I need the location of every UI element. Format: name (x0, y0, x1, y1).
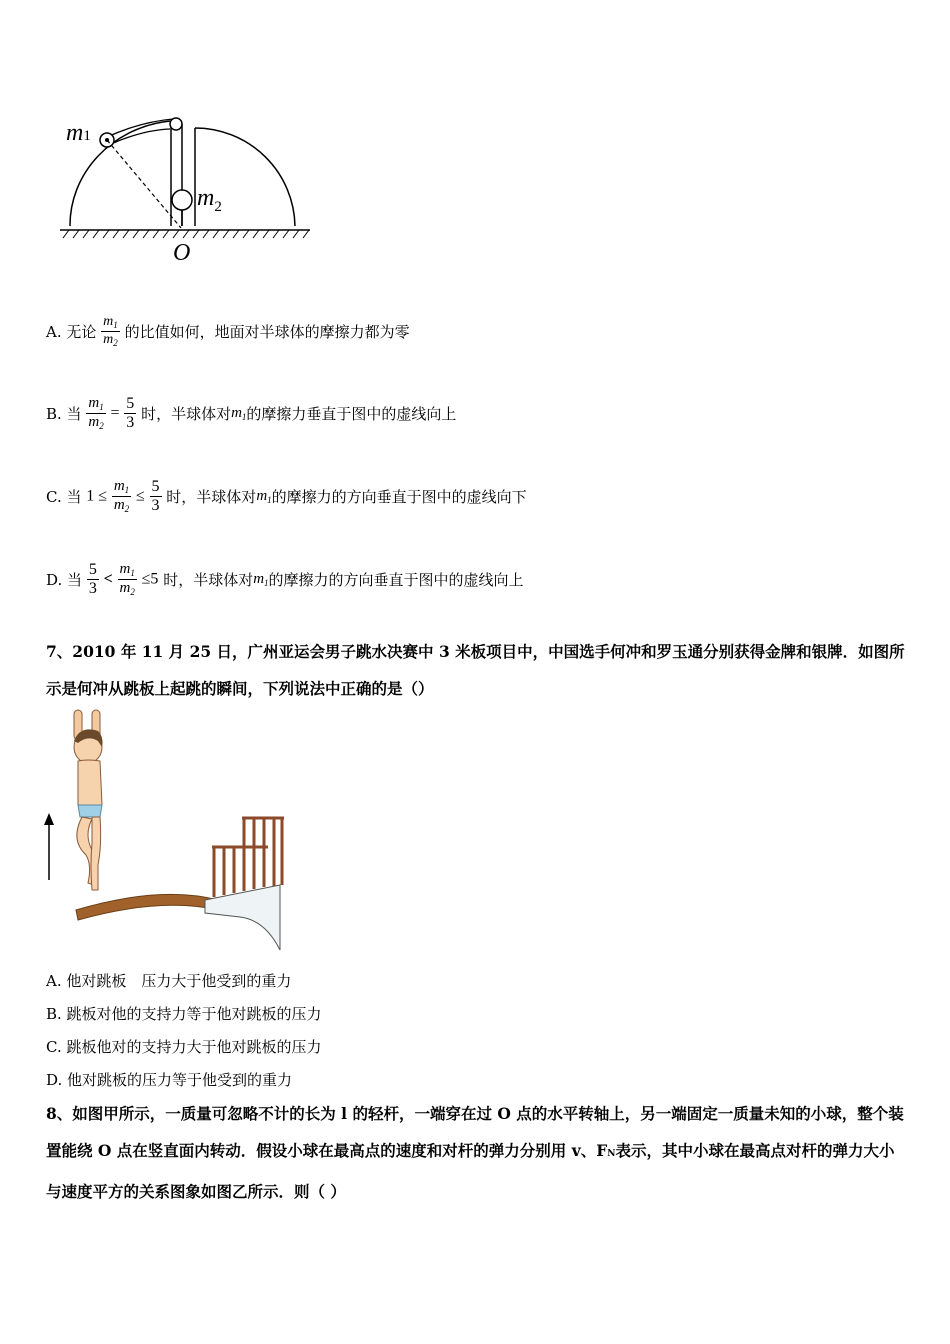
q6c-ratio-den: 3 (151, 496, 160, 514)
q6d-den: m (119, 579, 131, 596)
m1-sub: 1 (83, 128, 91, 144)
q6a-prefix: A. 无论 (46, 322, 97, 341)
q6b-num-sub: 1 (99, 402, 104, 412)
q6b-ratio-den: 3 (126, 413, 135, 431)
m2-var: m (197, 185, 215, 211)
q6c-ratio-num: 5 (151, 478, 160, 496)
q6b-var-m: m (231, 404, 242, 421)
q6b-mid: 时，半球体对 (141, 404, 232, 423)
q6d-mid: 时，半球体对 (163, 570, 254, 589)
q6b-var (231, 405, 246, 421)
q6c-fraction (112, 478, 131, 515)
m1-var: m (66, 120, 84, 146)
diver-figure (40, 705, 290, 955)
q6c-den: m (113, 496, 125, 513)
q7-option-a: A. 他对跳板 压力大于他受到的重力 (46, 972, 292, 990)
q6b-fraction (86, 395, 105, 432)
q6-option-a (46, 314, 410, 349)
q6d-suffix: 的摩擦力的方向垂直于图中的虚线向上 (268, 570, 524, 589)
q6d-var-m: m (253, 570, 265, 587)
q6c-num: m (113, 478, 125, 494)
q6c-ratio (150, 478, 162, 514)
q6c-den-sub: 2 (124, 503, 130, 514)
q6b-num: m (88, 395, 100, 411)
q6b-eq: = (110, 404, 120, 422)
q8-fn-sub: N (607, 1149, 616, 1159)
m2-label (197, 185, 222, 216)
q6c-var-sub: 1 (267, 494, 272, 505)
q6b-var-sub: 1 (241, 411, 247, 422)
q7-option-b: B. 跳板对他的支持力等于他对跳板的压力 (46, 1005, 322, 1023)
q7-option-d: D. 他对跳板的压力等于他受到的重力 (46, 1071, 293, 1089)
q6-option-b (46, 395, 456, 432)
q6c-var (256, 488, 271, 504)
q7-option-c: C. 跳板他对的支持力大于他对跳板的压力 (46, 1038, 322, 1056)
q6c-rel: ≤ (135, 487, 145, 505)
q6c-var-m: m (256, 487, 268, 504)
q8-stem-text: 8、如图甲所示，一质量可忽略不计的长为 l 的轻杆，一端穿在过 O 点的水平转轴上，另一端固定一质量未知的小球，整个装置能绕 O 点在竖直面内转动．假设小球在最高点的速度和对杆的弹力分别用 v、F (46, 1104, 904, 1160)
q6d-num-sub: 1 (130, 568, 135, 578)
q6d-fraction (118, 561, 137, 598)
q6a-den-sub: 2 (113, 337, 118, 348)
q6a-num: m (103, 314, 114, 329)
q6d-var (253, 571, 268, 587)
m1-label (66, 120, 91, 147)
q6d-var-sub: 1 (264, 577, 269, 588)
q7-stem: 7、2010 年 11 月 25 日，广州亚运会男子跳水决赛中 3 米板项目中，中国选手何冲和罗玉通分别获得金牌和银牌．如图所示是何冲从跳板上起跳的瞬间，下列说法中正确的是（） (46, 642, 905, 698)
q6d-prefix: D. 当 (46, 570, 83, 589)
q6c-num-sub: 1 (124, 485, 130, 495)
q8-stem-tail: 表示，其中小球在最高点对杆的弹力大小与速度平方的关系图象如图乙所示．则（ ） (46, 1141, 895, 1201)
q6d-den-sub: 2 (130, 586, 135, 597)
q6b-suffix: 的摩擦力垂直于图中的虚线向上 (246, 404, 457, 423)
q6b-den: m (88, 413, 100, 430)
m2-sub: 2 (214, 199, 222, 215)
q6c-left: 1 ≤ (86, 487, 108, 505)
q6b-prefix: B. 当 (46, 404, 82, 423)
q6b-ratio-num: 5 (126, 395, 135, 413)
q6c-suffix: 的摩擦力的方向垂直于图中的虚线向下 (271, 487, 527, 506)
q6b-den-sub: 2 (99, 420, 104, 431)
q6c-prefix: C. 当 (46, 487, 82, 506)
q6d-lrel: < (103, 570, 113, 588)
q6a-fraction (101, 314, 120, 349)
q6-option-c (46, 478, 527, 515)
q8-stem (46, 1095, 906, 1210)
origin-label: O (173, 240, 191, 266)
q6d-num: m (119, 561, 131, 577)
q6d-lratio-den: 3 (88, 579, 97, 597)
q6a-suffix: 的比值如何，地面对半球体的摩擦力都为零 (124, 322, 410, 341)
q6-option-d (46, 561, 524, 598)
q6d-lratio (87, 561, 99, 597)
q6b-ratio (124, 395, 136, 431)
q6a-num-sub: 1 (113, 320, 118, 330)
q6d-lratio-num: 5 (88, 561, 97, 579)
q6a-den: m (103, 331, 114, 347)
q6d-rel: ≤5 (141, 570, 159, 588)
q6c-mid: 时，半球体对 (166, 487, 257, 506)
